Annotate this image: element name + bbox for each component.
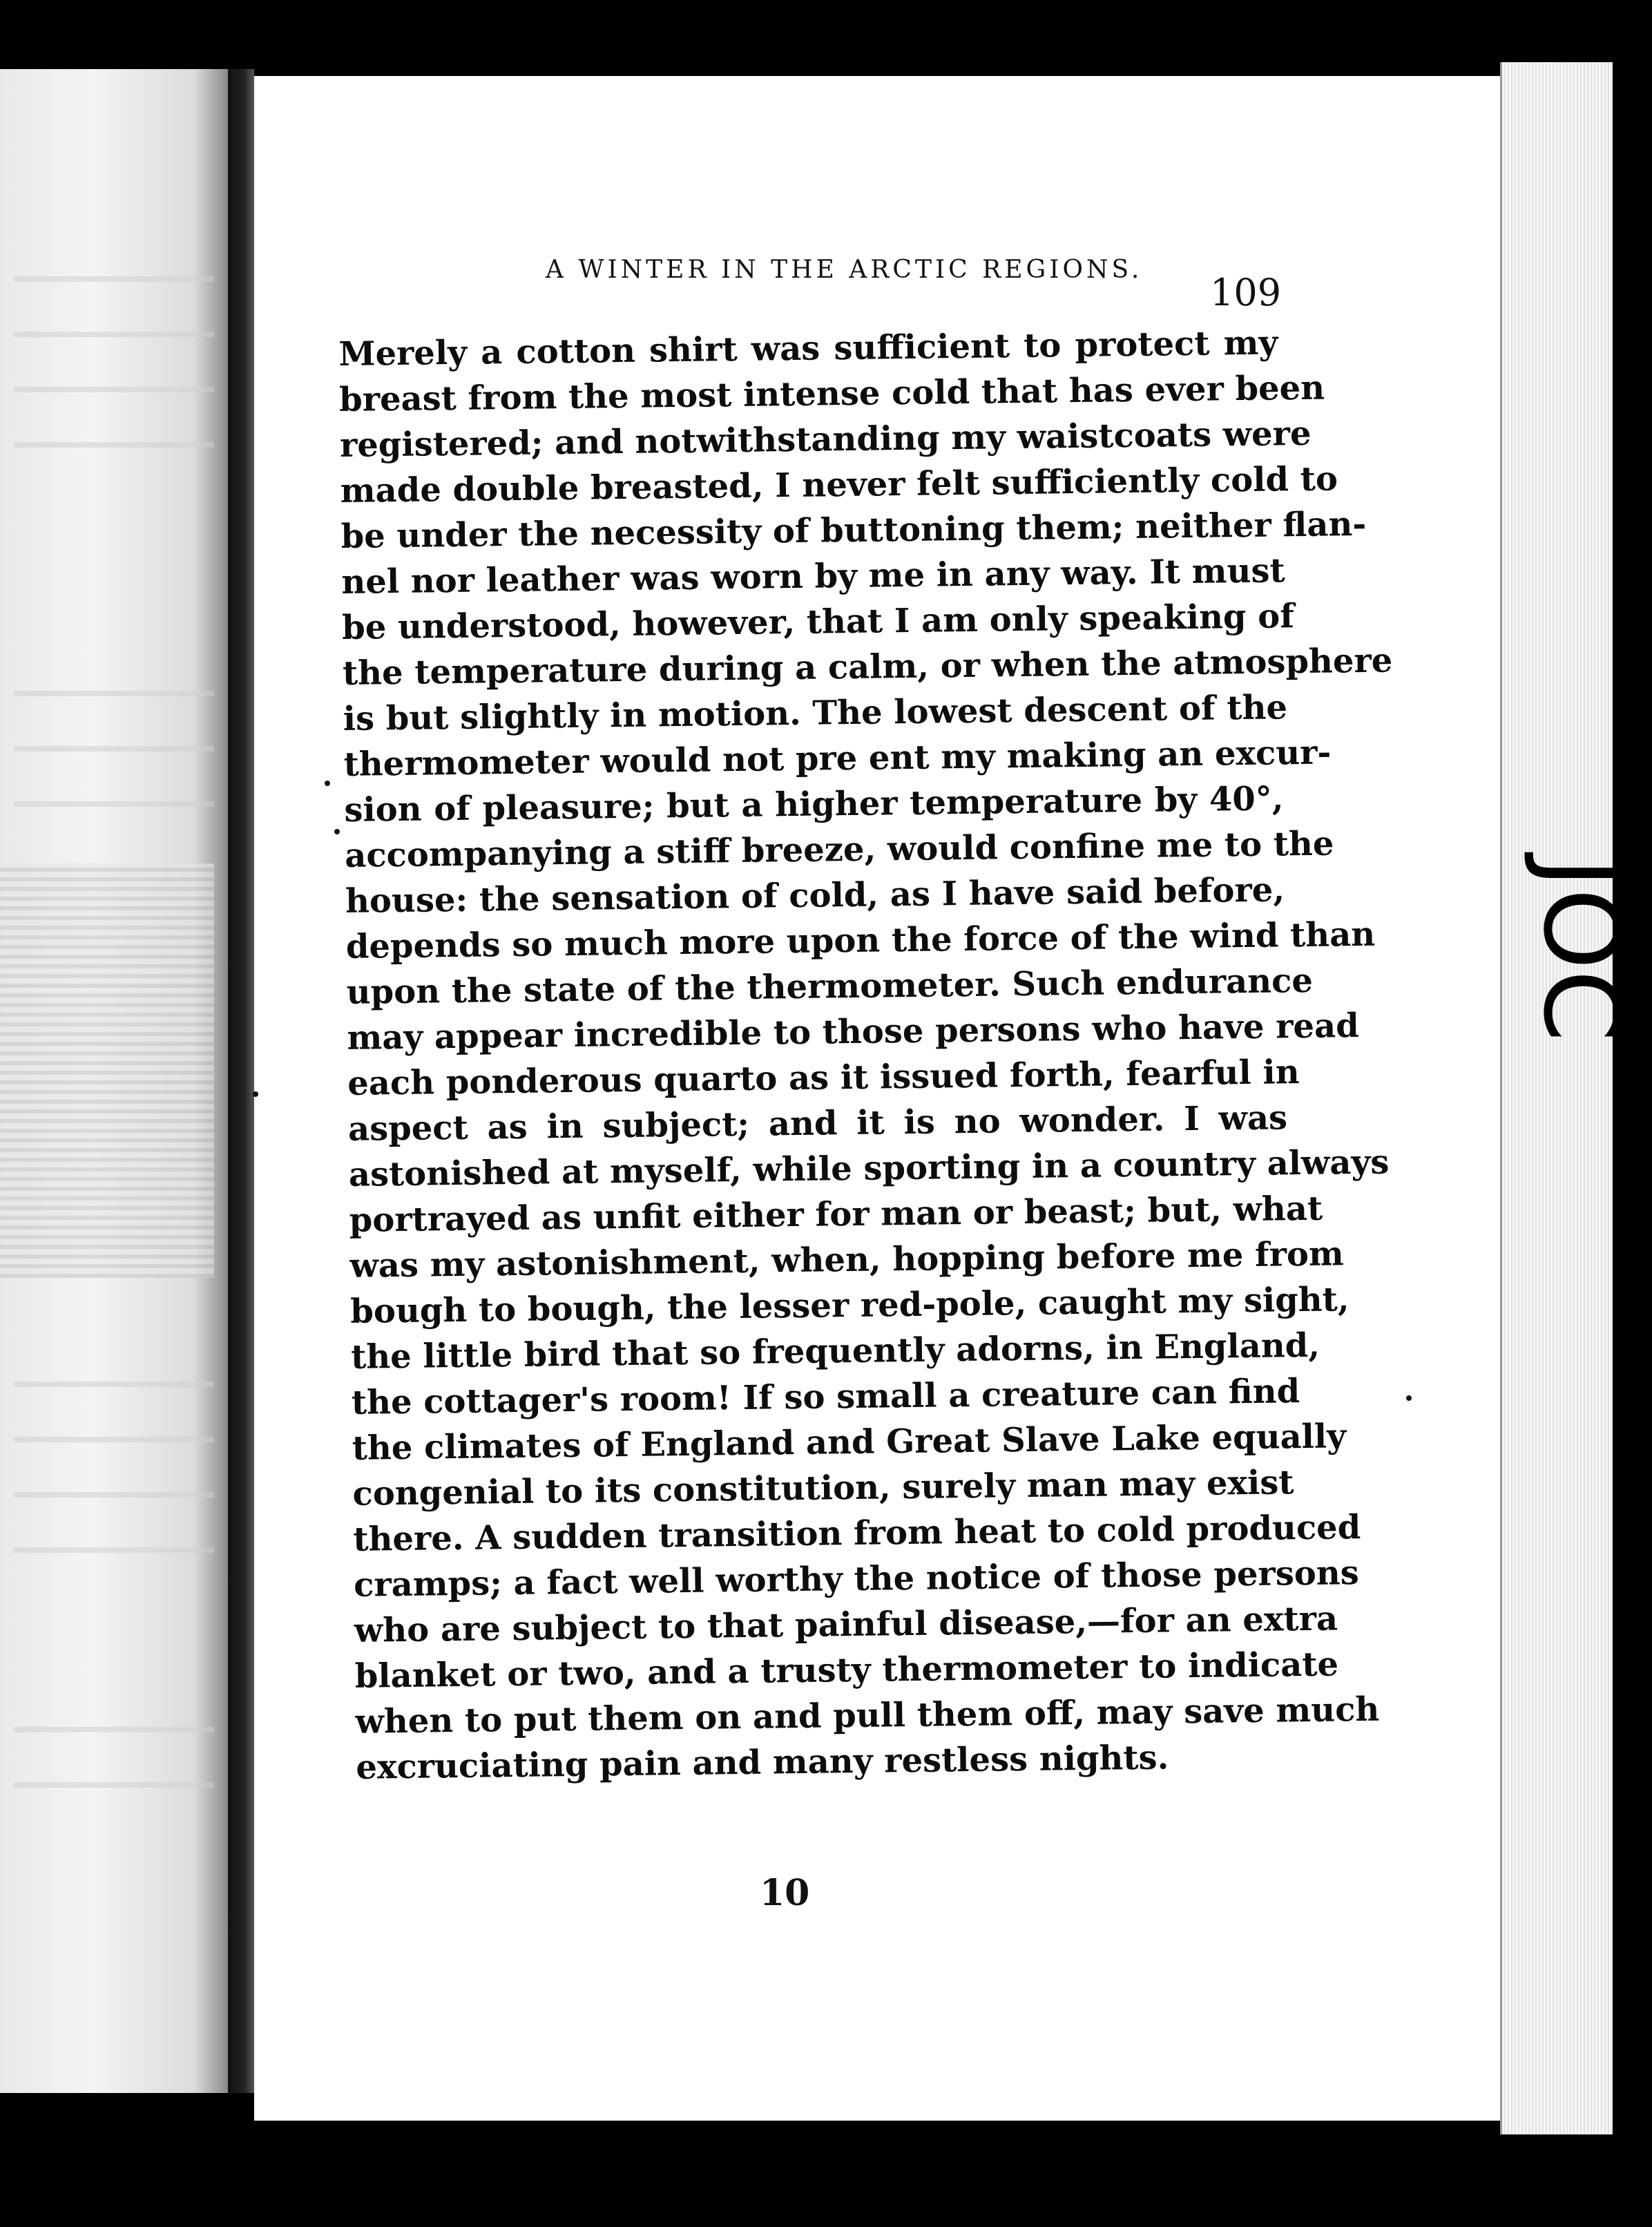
- bleed-through-line: [14, 1547, 214, 1553]
- text-line: accompanying a stiff breeze, would confine me to the: [344, 824, 1334, 875]
- book-gutter: [228, 69, 254, 2093]
- text-line: when to put them on and pull them off, may save much: [355, 1690, 1380, 1741]
- text-line: breast from the most intense cold that has ever been: [338, 368, 1325, 419]
- text-line: depends so much more upon the force of the wind than: [345, 915, 1376, 966]
- text-line: congenial to its constitution, surely man may exist: [352, 1463, 1294, 1513]
- bleed-through-illustration: [0, 863, 214, 1278]
- text-line: be under the necessity of buttoning them; neither flan-: [340, 504, 1367, 556]
- text-line: sion of pleasure; but a higher temperature by 40°,: [344, 779, 1284, 830]
- bleed-through-line: [14, 332, 214, 337]
- bleed-through-line: [14, 1492, 214, 1498]
- edge-mark: JOC: [1520, 857, 1641, 1042]
- text-line: Merely a cotton shirt was sufficient to protect my: [338, 323, 1278, 374]
- bleed-through-line: [14, 1382, 214, 1387]
- text-line: blanket or two, and a trusty thermometer to indicate: [354, 1645, 1339, 1696]
- speck: [325, 781, 330, 786]
- signature-mark: 10: [760, 1872, 810, 1914]
- text-line: the cottager's room! If so small a creature can find: [351, 1372, 1300, 1422]
- text-line: the temperature during a calm, or when the atmosphere: [342, 641, 1393, 693]
- text-line: registered; and notwithstanding my waistcoats were: [339, 414, 1312, 465]
- page-edge: [1500, 62, 1613, 2134]
- facing-page: [0, 69, 228, 2093]
- bleed-through-line: [14, 746, 214, 752]
- speck: [1406, 1395, 1412, 1401]
- page-number: 109: [1210, 271, 1282, 314]
- bleed-through-line: [14, 276, 214, 282]
- text-line: bough to bough, the lesser red-pole, caught my sight,: [349, 1280, 1350, 1331]
- text-line: thermometer would not pre ent my making an excur-: [343, 733, 1332, 784]
- text-line: house: the sensation of cold, as I have said before,: [345, 870, 1285, 921]
- text-line: made double breasted, I never felt sufficiently cold to: [340, 459, 1338, 510]
- text-line: nel nor leather was worn by me in any way. It must: [341, 551, 1285, 602]
- speck: [334, 829, 340, 834]
- text-line: is but slightly in motion. The lowest descent of the: [343, 688, 1288, 738]
- text-line: was my astonishment, when, hopping before me from: [349, 1234, 1345, 1285]
- text-line: upon the state of the thermometer. Such endurance: [346, 961, 1314, 1012]
- text-line: may appear incredible to those persons who have read: [347, 1006, 1360, 1058]
- text-line: portrayed as unfit either for man or beast; but, what: [349, 1189, 1323, 1240]
- bleed-through-line: [14, 1437, 214, 1442]
- text-line: the little bird that so frequently adorns, in England,: [350, 1326, 1320, 1377]
- body-text: [338, 320, 1393, 1790]
- text-line: the climates of England and Great Slave Lake equally: [352, 1417, 1347, 1468]
- text-line: aspect as in subject; and it is no wonder. I was: [347, 1098, 1288, 1149]
- bleed-through-line: [14, 1782, 214, 1788]
- bleed-through-line: [14, 691, 214, 696]
- speck: [253, 1091, 258, 1097]
- bleed-through-line: [14, 801, 214, 807]
- running-head: A WINTER IN THE ARCTIC REGIONS.: [546, 256, 1143, 284]
- text-line: cramps; a fact well worthy the notice of those persons: [353, 1554, 1360, 1605]
- text-line: astonished at myself, while sporting in a country always: [348, 1143, 1390, 1194]
- text-line: each ponderous quarto as it issued forth, fearful in: [347, 1053, 1300, 1103]
- bleed-through-line: [14, 387, 214, 392]
- text-line: be understood, however, that I am only speaking of: [341, 597, 1295, 647]
- text-line: there. A sudden transition from heat to cold produced: [353, 1508, 1361, 1559]
- text-line: who are subject to that painful disease,—for an extra: [354, 1599, 1338, 1650]
- bleed-through-line: [14, 442, 214, 448]
- bleed-through-line: [14, 1727, 214, 1732]
- text-line: excruciating pain and many restless nights.: [356, 1738, 1169, 1787]
